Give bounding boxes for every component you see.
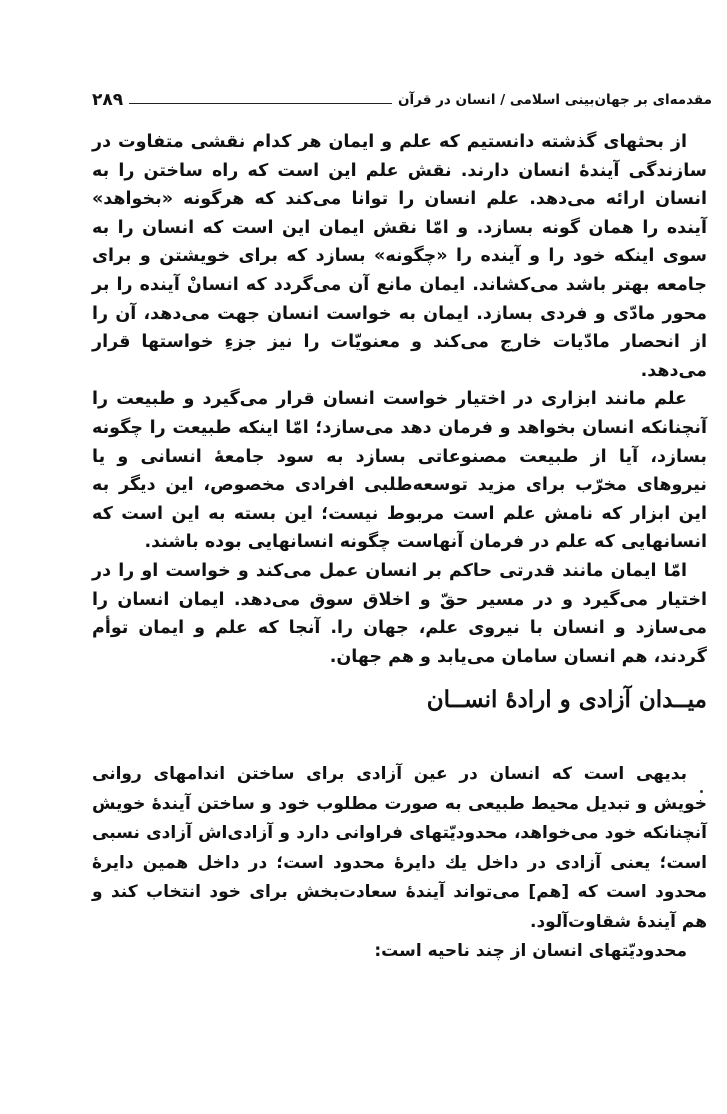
paragraph: از بحثهای گذشته دانستیم که علم و ایمان هر کدام نقشی متفاوت در سازندگی آیندهٔ انسان دارند. نقش علم این است که راه ساختن را به انسان ارائه می‌دهد. علم انسان را توانا می‌کند که هرگونه «بخواهد» آینده را همان گونه بسازد. و امّا نقش ایمان این است که انسان را به سوی اینکه خود را و آینده را «چگونه» بسازد که برای خویشتن و برای جامعه بهتر باشد می‌کشاند. ایمان مانع آن می‌گردد که انسانْ آینده را بر محور مادّی و فردی بسازد. ایمان به خواست انسان جهت می‌دهد، آن را از انحصار مادّیات خارج می‌کند و معنویّات را نیز جزءِ خواستها قرار می‌دهد.	[92, 132, 707, 381]
running-header	[92, 88, 712, 112]
paragraph: امّا ایمان مانند قدرتی حاکم بر انسان عمل می‌کند و خواست او را در اختیار می‌گیرد و در مسیر حقّ و اخلاق سوق می‌دهد. ایمان انسان را می‌سازد و انسان با نیروی علم، جهان را. آنجا که علم و ایمان توأم گردند، هم انسان سامان می‌یابد و هم جهان.	[92, 560, 707, 667]
margin-dot	[700, 790, 703, 793]
header-rule	[129, 103, 392, 104]
paragraph: علم مانند ابزاری در اختیار خواست انسان قرار می‌گیرد و طبیعت را آنچنانکه انسان بخواهد و فرمان دهد می‌سازد؛ امّا اینکه طبیعت را چگونه بسازد، آیا از طبیعت مصنوعاتی بسازد به سود جامعهٔ انسانی و یا نیروهای مخرّب برای مزید توسعه‌طلبی افرادی مخصوص، این دیگر به این ابزار که نامش علم است مربوط نیست؛ این بسته به این است که انسانهایی که علم در فرمان آنهاست چگونه انسانهایی بوده باشند.	[92, 389, 707, 553]
body-text-bottom	[92, 760, 707, 967]
body-text-top	[92, 128, 707, 671]
page-number: ۲۸۹	[92, 90, 124, 110]
paragraph: محدودیّتهای انسان از چند ناحیه است:	[374, 941, 687, 961]
section-heading: میــدان آزادی و ارادهٔ انســان	[426, 686, 707, 713]
paragraph: بدیهی است که انسان در عین آزادی برای ساختن اندامهای روانی خویش و تبدیل محیط طبیعی به صورت مطلوب خود و ساختن آیندهٔ خویش آنچنانکه خود می‌خواهد، محدودیّتهای فراوانی دارد و آزادی‌اش آزادی نسبی است؛ یعنی آزادی در داخل یك دایرهٔ محدود است؛ در داخل همین دایرهٔ محدود است که [هم] می‌تواند آیندهٔ سعادت‌بخش برای خود انتخاب کند و هم آیندهٔ شقاوت‌آلود.	[92, 764, 707, 932]
header-title: مقدمه‌ای بر جهان‌بینی اسلامی / انسان در قرآن	[398, 92, 712, 108]
